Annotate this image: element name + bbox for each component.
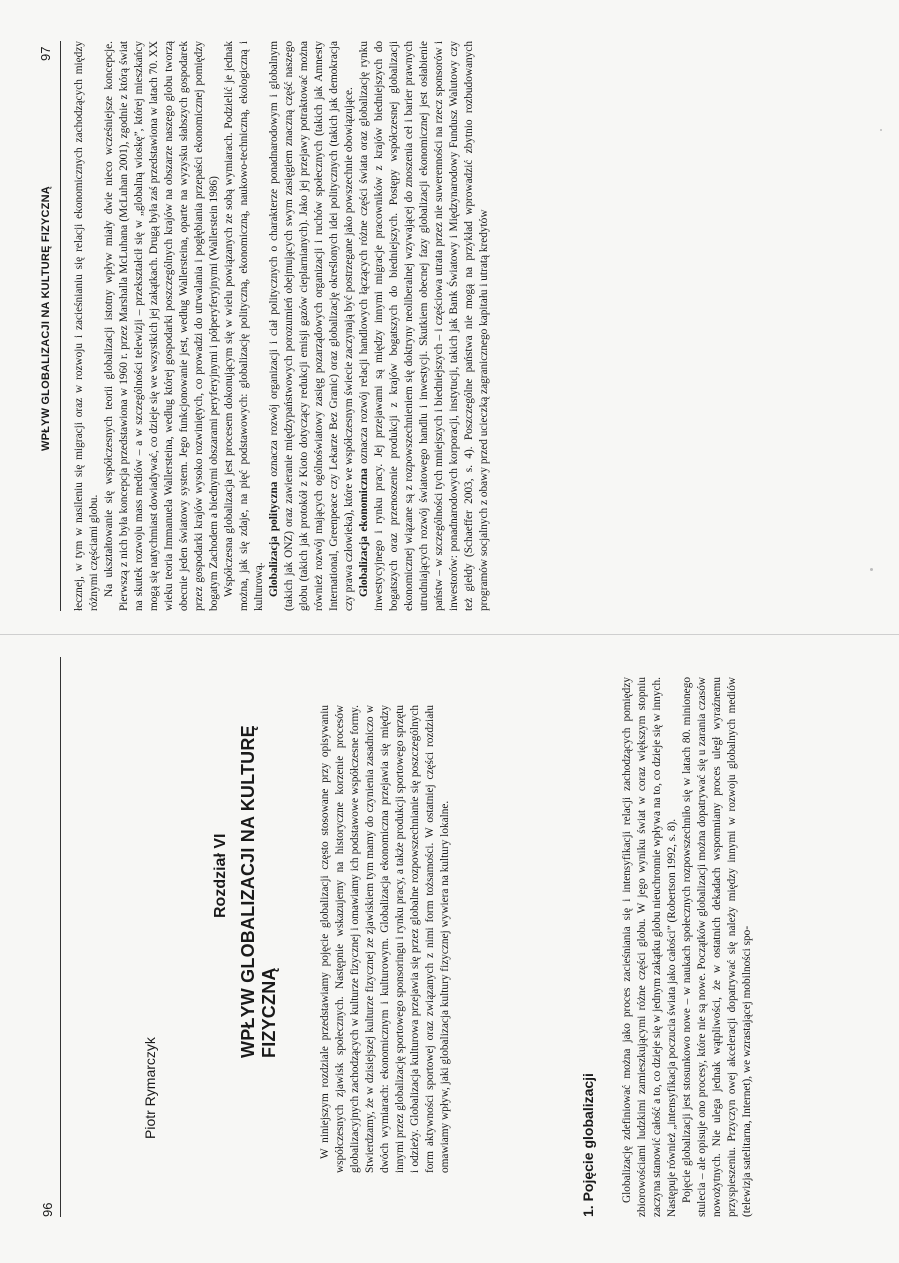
chapter-number: Rozdział VI bbox=[212, 833, 229, 918]
abstract-paragraph: W niniejszym rozdziale przedstawiamy pojęcie globalizacji często stosowane przy opisywaniu współczesnych zjawisk społecznych. Następnie wskazujemy na historyczne korzenie procesów globalizacyjnych zachodzących w kulturze fizycznej i omawiamy ich podstawowe współczesne formy. Stwierdzamy, że w dzisiejszej kulturze fizycznej ze zjawiskiem tym mamy do czynienia zasadniczo w dwóch wymiarach: ekonomicznym i kulturowym. Globalizacja ekonomiczna przejawia się między innymi przez globalizację sportowego sponsoringu i rynku pracy, a także produkcji sportowego sprzętu i odzieży. Globalizacja kulturowa przejawia się przez globalne rozpowszechnianie się poszczególnych form aktywności sportowej oraz związanych z nimi form tożsamości. W ostatniej części rozdziału omawiamy wpływ, jaki globalizacja kultury fizycznej wywiera na kultury lokalne. bbox=[319, 705, 451, 1173]
paragraph: Pojęcie globalizacji jest stosunkowo nowe – w naukach społecznych rozpowszechniło się w latach 80. minionego stulecia – ale opisuje ono procesy, które nie są nowe. Początków globalizacji można dopatrywać się u zarania czasów nowożytnych. Nie ulega jednak wątpliwości, że w ostatnich dekadach wspomniany proces uległ wyraźnemu przyspieszeniu. Przyczyn owej akceleracji dopatrywać się należy między innymi w rozwoju globalnych mediów (telewizja satelitarna, Internet), we wzrastającej mobilności spo- bbox=[681, 677, 753, 1217]
term-economic-globalization: Globalizacja ekonomiczna bbox=[358, 468, 370, 597]
header-rule bbox=[60, 41, 61, 611]
paragraph: Na ukształtowanie się współczesnych teorii globalizacji istotny wpływ miały dwie nieco wcześniejsze koncepcje. Pierwszą z nich była koncepcja przedstawiona w 1960 r. przez Marshalla McLuhana (McLuhan 2001), zgodnie z którą świat na skutek rozwoju mass mediów – a w szczególności telewizji – przekształcił się w „globalną wioskę”, której mieszkańcy mogą się natychmiast dowiadywać, co dzieje się we wszystkich jej zakątkach. Drugą była zaś przedstawiona w latach 70. XX wieku teoria Immanuela Wallersteina, według której gospodarki poszczególnych krajów na obszarze naszego globu tworzą obecnie jeden światowy system. Jego funkcjonowanie jest, według Wallersteina, oparte na wyzysku słabszych gospodarek przez gospodarki krajów wysoko rozwiniętych, co prowadzi do utrwalania i pogłębiania przepaści ekonomicznej pomiędzy bogatym Zachodem a biednymi obszarami peryferyjnymi i półperyferyjnymi (Wallerstein 1986) bbox=[103, 41, 220, 611]
paragraph: Współczesna globalizacja jest procesem dokonującym się w wielu powiązanych ze sobą wymiarach. Podzielić je jednak można, jak się zdaje, na pięć podstawowych: globalizację polityczną, ekonomiczną, naukowo-techniczną, ekologiczną i kulturową. bbox=[223, 41, 265, 611]
running-head: WPŁYW GLOBALIZACJI NA KULTURĘ FIZYCZNĄ bbox=[40, 186, 52, 451]
page-number: 97 bbox=[38, 46, 53, 61]
paragraph bbox=[267, 41, 357, 611]
body-text-right bbox=[72, 41, 492, 611]
paragraph-body: oznacza rozwój relacji handlowych łączących różne części świata oraz globalizację rynku inwestycyjnego i rynku pracy. Jej przejawami są między innymi migracje pracowników z krajów biedniejszych do bogatszych oraz przenoszenie produkcji z krajów bogatszych do biedniejszych. Postępy współczesnej globalizacji ekonomicznej wiązane są z rozpowszechnieniem się doktryny neoliberalnej wzywającej do znoszenia ceł i barier prawnych utrudniających rozwój światowego handlu i inwestycji. Skutkiem obecnej fazy globalizacji ekonomicznej jest osłabienie państw – w szczególności tych mniejszych i biedniejszych – i częściowa utrata przez nie suwerenności na rzecz sponsorów i inwestorów: ponadnarodowych korporacji, instytucji, takich jak Bank Światowy i Międzynarodowy Fundusz Walutowy czy też giełdy (Schaeffer 2003, s. 4). Poszczególne państwa nie mogą na przykład wprowadzić zbytnio rozbudowanych programów socjalnych z obawy przed ucieczką zagranicznego kapitału i utratą kredytów bbox=[358, 41, 490, 611]
scan-speck bbox=[880, 129, 882, 131]
chapter-abstract bbox=[318, 705, 453, 1173]
page-number: 96 bbox=[40, 1202, 55, 1217]
header-rule bbox=[60, 657, 61, 1217]
term-political-globalization: Globalizacja polityczna bbox=[268, 481, 280, 597]
author-name: Piotr Rymarczyk bbox=[142, 1037, 158, 1139]
page-97 bbox=[0, 0, 899, 631]
page-fold bbox=[0, 634, 899, 635]
scan-speck bbox=[870, 568, 873, 571]
body-text-left bbox=[620, 677, 755, 1217]
paragraph: łecznej, w tym w nasileniu się migracji oraz w rozwoju i zacieśnianiu się relacji ekonomicznych zachodzących między różnymi częściami globu. bbox=[73, 41, 100, 611]
chapter-title: WPŁYW GLOBALIZACJI NA KULTURĘ FIZYCZNĄ bbox=[238, 725, 279, 1058]
section-heading: 1. Pojęcie globalizacji bbox=[580, 1073, 596, 1217]
paragraph-body: oznacza rozwój organizacji i ciał politycznych o charakterze ponadnarodowym i globalnym (takich jak ONZ) oraz zawieranie międzypaństwowych porozumień obejmujących swym zasięgiem znaczną część naszego globu (takich jak protokół z Kioto dotyczący redukcji emisji gazów cieplarnianych). Jako jej przejawy potraktować można również rozwój mających ogólnoświatowy zasięg pozarządowych organizacji i ruchów społecznych (takich jak Amnesty International, Greenpeace czy Lekarze Bez Granic) oraz globalizację określonych idei politycznych (takich jak demokracja czy prawa człowieka), które we współczesnym świecie zaczynają być postrzegane jako powszechnie obowiązujące. bbox=[268, 40, 355, 611]
page-96 bbox=[0, 632, 899, 1263]
paragraph: Globalizację zdefiniować można jako proces zacieśniania się i intensyfikacji relacji zachodzących pomiędzy zbiorowościami ludzkimi zamieszkującymi różne części globu. W jego wyniku świat w coraz większym stopniu zaczyna stanowić całość a to, co dzieje się w jednym zakątku globu nieuchronnie wpływa na to, co dzieje się w innych. Następuje również „intensyfikacja poczucia świata jako całości” (Robertson 1992, s. 8). bbox=[621, 677, 678, 1217]
paragraph bbox=[357, 41, 492, 611]
